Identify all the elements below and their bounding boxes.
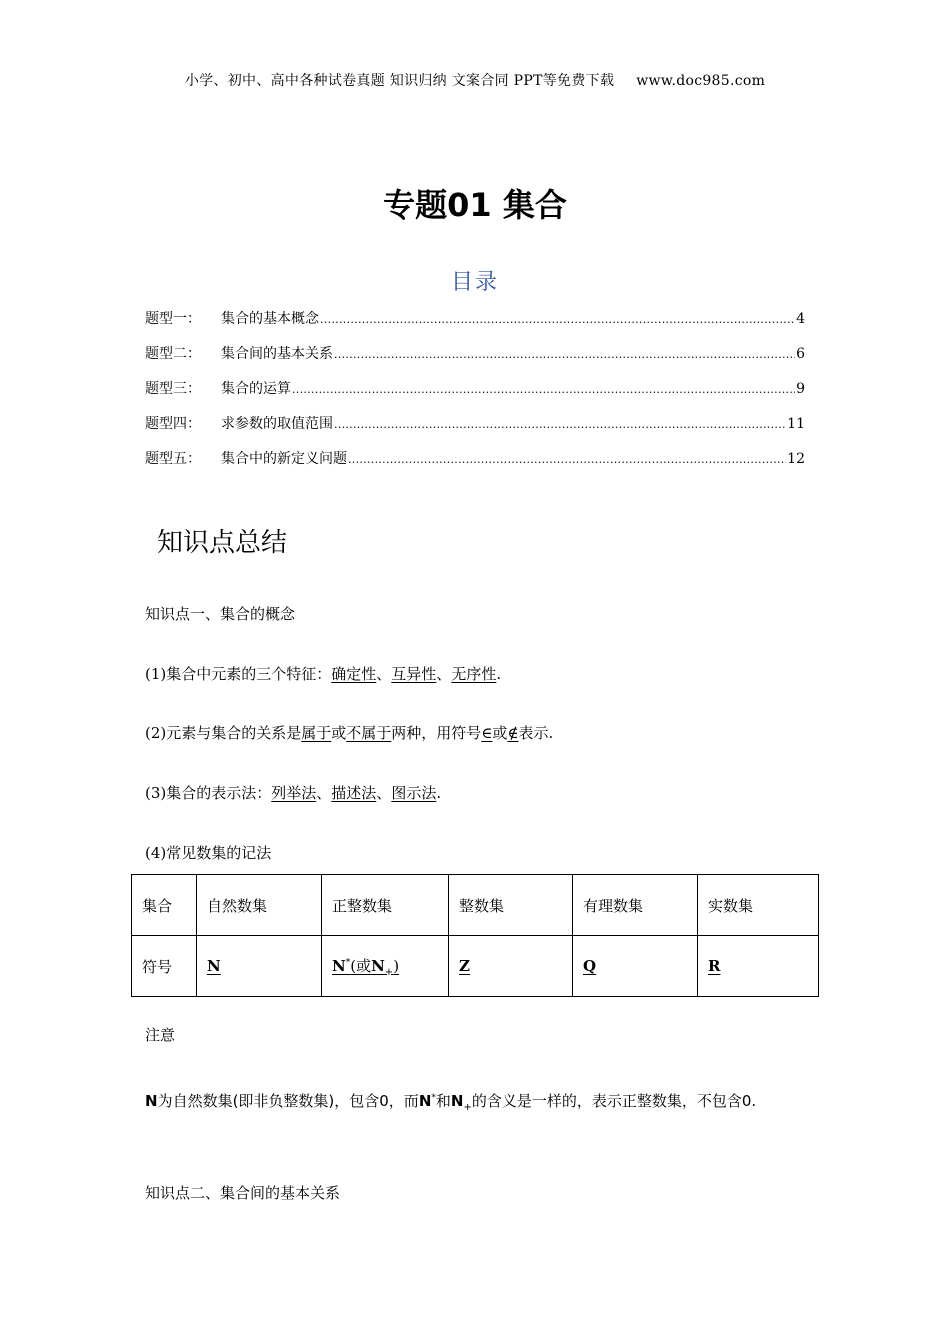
item1-sep1: 、 (376, 665, 392, 683)
toc-item-page: 6 (796, 346, 805, 362)
table-cell: 实数集 (698, 875, 819, 936)
toc-item[interactable] (145, 378, 805, 413)
number-sets-table (131, 874, 819, 997)
table-of-contents (145, 308, 805, 483)
item3-paragraph (145, 782, 441, 803)
point1-title: 知识点一、集合的概念 (145, 605, 296, 623)
toc-item-name: 集合的基本概念 (221, 311, 319, 327)
table-cell: 正整数集 (322, 875, 449, 936)
note-text1: 为自然数集(即非负整数集)，包含0，而 (157, 1092, 419, 1110)
toc-item-type: 题型二： (145, 346, 201, 362)
note-n2: N (418, 1092, 432, 1110)
toc-item-type: 题型四： (145, 416, 201, 432)
toc-item-name: 集合中的新定义问题 (221, 451, 347, 467)
item2-paragraph (145, 722, 553, 743)
item4-paragraph: (4)常见数集的记法 (145, 844, 272, 862)
symbol-plus: + (384, 966, 394, 978)
toc-item[interactable] (145, 308, 805, 343)
toc-item[interactable] (145, 448, 805, 483)
item3-term-b: 描述法 (331, 784, 377, 802)
toc-item-name: 集合的运算 (221, 381, 291, 397)
toc-item-name: 集合间的基本关系 (221, 346, 333, 362)
table-row (132, 936, 819, 997)
toc-leader-dots (334, 346, 795, 362)
symbol-r: R (708, 957, 721, 975)
item2-term-b: 不属于 (346, 724, 392, 742)
item2-term-a: 属于 (301, 724, 332, 742)
document-title: 专题01 集合 (383, 186, 567, 224)
item2-end: 表示. (518, 724, 554, 742)
item3-term-c: 图示法 (391, 784, 437, 802)
note-text3: 的含义是一样的，表示正整数集，不包含0. (471, 1092, 757, 1110)
point2-title: 知识点二、集合间的基本关系 (145, 1184, 341, 1202)
symbol-n: N (207, 957, 221, 975)
item3-sep1: 、 (316, 784, 332, 802)
section-heading: 知识点总结 (157, 528, 288, 558)
symbol-or-text: (或 (350, 956, 372, 975)
table-cell: 有理数集 (573, 875, 698, 936)
toc-item-page: 4 (796, 311, 805, 327)
header-url[interactable]: www.doc985.com (636, 73, 766, 89)
toc-item[interactable] (145, 343, 805, 378)
toc-heading: 目录 (450, 270, 499, 295)
table-cell: 整数集 (449, 875, 573, 936)
item1-term-c: 无序性 (451, 665, 497, 683)
item1-prefix: (1)集合中元素的三个特征： (145, 665, 332, 683)
note-label: 注意 (145, 1026, 176, 1044)
header-text: 小学、初中、高中各种试卷真题 知识归纳 文案合同 PPT等免费下载 (184, 73, 615, 89)
item1-end: . (496, 665, 502, 683)
symbol-nplus: N (371, 956, 385, 975)
table-cell (197, 936, 322, 997)
item2-prefix: (2)元素与集合的关系是 (145, 724, 302, 742)
toc-item-page: 12 (787, 451, 805, 467)
note-plus: + (463, 1102, 472, 1113)
note-star: * (431, 1093, 436, 1103)
toc-leader-dots (292, 381, 795, 397)
symbol-close: ) (393, 956, 400, 975)
item1-sep2: 、 (436, 665, 452, 683)
item1-term-a: 确定性 (331, 665, 377, 683)
toc-item-type: 题型五： (145, 451, 201, 467)
note-n1: N (145, 1092, 158, 1110)
item2-symbol-notin: ∉ (507, 724, 519, 742)
table-row (132, 875, 819, 936)
item2-symbol-in: ∈ (481, 724, 493, 742)
toc-item[interactable] (145, 413, 805, 448)
note-text2: 和 (435, 1092, 451, 1110)
toc-leader-dots (320, 311, 795, 327)
item3-end: . (436, 784, 442, 802)
table-cell (322, 936, 449, 997)
table-cell: 自然数集 (197, 875, 322, 936)
table-cell: 符号 (132, 936, 197, 997)
symbol-q: Q (583, 957, 597, 975)
toc-item-page: 9 (796, 381, 805, 397)
note-paragraph (145, 1080, 810, 1126)
item2-mid2: 两种，用符号 (391, 724, 482, 742)
toc-item-type: 题型一： (145, 311, 201, 327)
symbol-z: Z (459, 957, 470, 975)
symbol-star: * (345, 957, 351, 968)
item2-mid3: 或 (492, 724, 508, 742)
toc-item-type: 题型三： (145, 381, 201, 397)
item3-term-a: 列举法 (271, 784, 317, 802)
toc-leader-dots (334, 416, 786, 432)
note-n3: N (450, 1092, 464, 1110)
item1-term-b: 互异性 (391, 665, 437, 683)
table-cell (698, 936, 819, 997)
table-cell (449, 936, 573, 997)
toc-item-name: 求参数的取值范围 (221, 416, 333, 432)
toc-item-page: 11 (787, 416, 805, 432)
page-header (0, 70, 950, 90)
item3-prefix: (3)集合的表示法： (145, 784, 272, 802)
symbol-nstar: N (332, 956, 346, 975)
item2-mid1: 或 (331, 724, 347, 742)
item1-paragraph (145, 663, 501, 684)
toc-leader-dots (348, 451, 786, 467)
table-cell: 集合 (132, 875, 197, 936)
table-cell (573, 936, 698, 997)
item3-sep2: 、 (376, 784, 392, 802)
